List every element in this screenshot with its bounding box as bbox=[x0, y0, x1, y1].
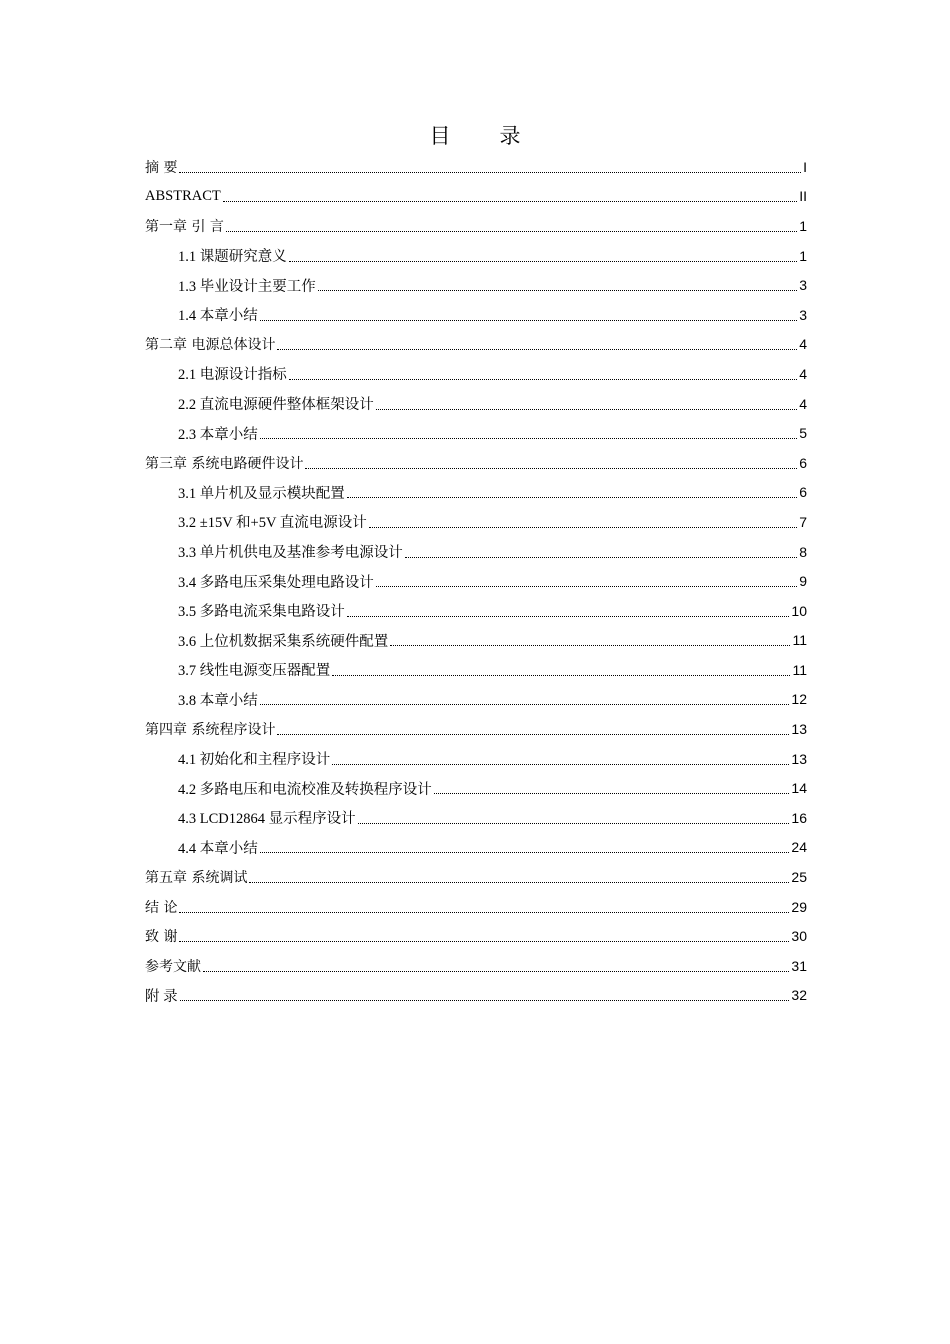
toc-entry-page-number: 1 bbox=[799, 217, 807, 234]
dot-leader bbox=[347, 615, 790, 617]
toc-entry[interactable] bbox=[145, 152, 807, 182]
toc-entry[interactable] bbox=[145, 655, 807, 685]
dot-leader bbox=[180, 999, 790, 1001]
dot-leader bbox=[260, 703, 790, 705]
toc-entry-page-number: 30 bbox=[791, 928, 807, 945]
toc-entry-page-number: 7 bbox=[799, 513, 807, 530]
toc-entry-label: 1.3 毕业设计主要工作 bbox=[178, 275, 317, 296]
toc-entry[interactable] bbox=[145, 537, 807, 567]
dot-leader bbox=[369, 526, 797, 528]
dot-leader bbox=[347, 496, 797, 498]
toc-entry-page-number: 12 bbox=[791, 691, 807, 708]
dot-leader bbox=[289, 260, 797, 262]
toc-entry-page-number: 11 bbox=[792, 632, 807, 649]
dot-leader bbox=[249, 881, 789, 883]
toc-entry[interactable] bbox=[145, 448, 807, 478]
toc-entry[interactable] bbox=[145, 418, 807, 448]
toc-entry-label: 第二章 电源总体设计 bbox=[145, 334, 276, 354]
dot-leader bbox=[223, 200, 797, 202]
toc-entry-page-number: 24 bbox=[791, 839, 807, 856]
toc-entry-page-number: 6 bbox=[799, 454, 807, 471]
dot-leader bbox=[289, 378, 797, 380]
toc-entry-label: 2.2 直流电源硬件整体框架设计 bbox=[178, 393, 375, 414]
toc-entry-page-number: 4 bbox=[799, 395, 807, 412]
table-of-contents bbox=[145, 152, 807, 1010]
dot-leader bbox=[376, 585, 797, 587]
toc-entry[interactable] bbox=[145, 892, 807, 922]
toc-entry[interactable] bbox=[145, 862, 807, 892]
toc-entry-label: 3.1 单片机及显示模块配置 bbox=[178, 482, 346, 503]
toc-entry-label: 3.6 上位机数据采集系统硬件配置 bbox=[178, 630, 389, 651]
toc-entry-page-number: 11 bbox=[792, 661, 807, 678]
toc-entry[interactable] bbox=[145, 507, 807, 537]
dot-leader bbox=[376, 408, 797, 410]
toc-entry-label: 附 录 bbox=[145, 985, 179, 1006]
toc-entry-page-number: 29 bbox=[791, 898, 807, 915]
toc-entry-label: 3.8 本章小结 bbox=[178, 689, 259, 710]
toc-entry-page-number: 31 bbox=[791, 957, 807, 974]
toc-entry-page-number: 4 bbox=[799, 365, 807, 382]
dot-leader bbox=[179, 940, 789, 942]
toc-entry[interactable] bbox=[145, 833, 807, 863]
toc-entry-label: 4.1 初始化和主程序设计 bbox=[178, 748, 331, 769]
dot-leader bbox=[277, 348, 797, 350]
toc-entry-label: 2.1 电源设计指标 bbox=[178, 363, 288, 384]
dot-leader bbox=[277, 733, 789, 735]
toc-entry-label: 4.4 本章小结 bbox=[178, 837, 259, 858]
toc-entry[interactable] bbox=[145, 389, 807, 419]
toc-entry[interactable] bbox=[145, 626, 807, 656]
toc-entry[interactable] bbox=[145, 803, 807, 833]
toc-entry[interactable] bbox=[145, 685, 807, 715]
toc-entry[interactable] bbox=[145, 714, 807, 744]
toc-entry-page-number: 13 bbox=[791, 721, 807, 738]
dot-leader bbox=[332, 763, 789, 765]
dot-leader bbox=[203, 970, 789, 972]
toc-entry-label: 4.2 多路电压和电流校准及转换程序设计 bbox=[178, 778, 433, 799]
dot-leader bbox=[260, 319, 797, 321]
toc-entry[interactable] bbox=[145, 773, 807, 803]
toc-entry[interactable] bbox=[145, 596, 807, 626]
toc-entry-page-number: 5 bbox=[799, 425, 807, 442]
toc-entry-page-number: 32 bbox=[791, 987, 807, 1004]
dot-leader bbox=[318, 289, 797, 291]
toc-entry-page-number: 13 bbox=[791, 750, 807, 767]
dot-leader bbox=[434, 792, 790, 794]
toc-entry[interactable] bbox=[145, 921, 807, 951]
dot-leader bbox=[260, 437, 797, 439]
toc-entry-label: ABSTRACT bbox=[145, 187, 221, 204]
toc-entry-label: 1.4 本章小结 bbox=[178, 304, 259, 325]
dot-leader bbox=[405, 556, 797, 558]
toc-entry-label: 3.2 ±15V 和+5V 直流电源设计 bbox=[178, 511, 368, 532]
toc-entry-label: 3.3 单片机供电及基准参考电源设计 bbox=[178, 541, 404, 562]
toc-entry-page-number: 4 bbox=[799, 336, 807, 353]
toc-entry[interactable] bbox=[145, 182, 807, 212]
toc-entry[interactable] bbox=[145, 359, 807, 389]
dot-leader bbox=[390, 644, 790, 646]
toc-entry-page-number: I bbox=[803, 158, 807, 175]
toc-entry-label: 致 谢 bbox=[145, 926, 178, 946]
toc-entry-label: 2.3 本章小结 bbox=[178, 423, 259, 444]
toc-entry-label: 第一章 引 言 bbox=[145, 216, 225, 236]
toc-entry[interactable] bbox=[145, 270, 807, 300]
toc-entry-label: 结 论 bbox=[145, 897, 178, 917]
toc-entry[interactable] bbox=[145, 241, 807, 271]
toc-entry-page-number: II bbox=[799, 188, 807, 205]
toc-entry-page-number: 3 bbox=[799, 306, 807, 323]
toc-entry-label: 第四章 系统程序设计 bbox=[145, 719, 276, 739]
toc-entry-page-number: 3 bbox=[799, 277, 807, 294]
dot-leader bbox=[260, 851, 790, 853]
toc-entry-page-number: 9 bbox=[799, 573, 807, 590]
dot-leader bbox=[332, 674, 790, 676]
toc-entry-label: 摘 要 bbox=[145, 157, 178, 177]
toc-entry[interactable] bbox=[145, 566, 807, 596]
toc-entry[interactable] bbox=[145, 211, 807, 241]
toc-entry-page-number: 16 bbox=[791, 809, 807, 826]
dot-leader bbox=[179, 171, 801, 173]
toc-entry[interactable] bbox=[145, 300, 807, 330]
toc-entry-label: 4.3 LCD12864 显示程序设计 bbox=[178, 807, 357, 828]
toc-entry-label: 3.7 线性电源变压器配置 bbox=[178, 659, 331, 680]
toc-entry-page-number: 1 bbox=[799, 247, 807, 264]
toc-entry-label: 第五章 系统调试 bbox=[145, 867, 248, 887]
dot-leader bbox=[358, 822, 790, 824]
toc-entry-page-number: 10 bbox=[791, 602, 807, 619]
toc-entry-label: 1.1 课题研究意义 bbox=[178, 245, 288, 266]
dot-leader bbox=[179, 911, 789, 913]
toc-title: 目 录 bbox=[429, 124, 535, 148]
toc-entry-page-number: 8 bbox=[799, 543, 807, 560]
toc-entry-page-number: 25 bbox=[791, 869, 807, 886]
toc-entry[interactable] bbox=[145, 981, 807, 1011]
toc-entry[interactable] bbox=[145, 330, 807, 360]
toc-entry-page-number: 6 bbox=[799, 484, 807, 501]
toc-entry-label: 3.5 多路电流采集电路设计 bbox=[178, 600, 346, 621]
dot-leader bbox=[226, 230, 797, 232]
toc-entry-label: 第三章 系统电路硬件设计 bbox=[145, 453, 304, 473]
toc-entry-label: 参考文献 bbox=[145, 956, 202, 976]
toc-entry[interactable] bbox=[145, 744, 807, 774]
toc-entry-label: 3.4 多路电压采集处理电路设计 bbox=[178, 571, 375, 592]
dot-leader bbox=[305, 467, 797, 469]
toc-entry-page-number: 14 bbox=[791, 780, 807, 797]
toc-entry[interactable] bbox=[145, 951, 807, 981]
toc-entry[interactable] bbox=[145, 478, 807, 508]
